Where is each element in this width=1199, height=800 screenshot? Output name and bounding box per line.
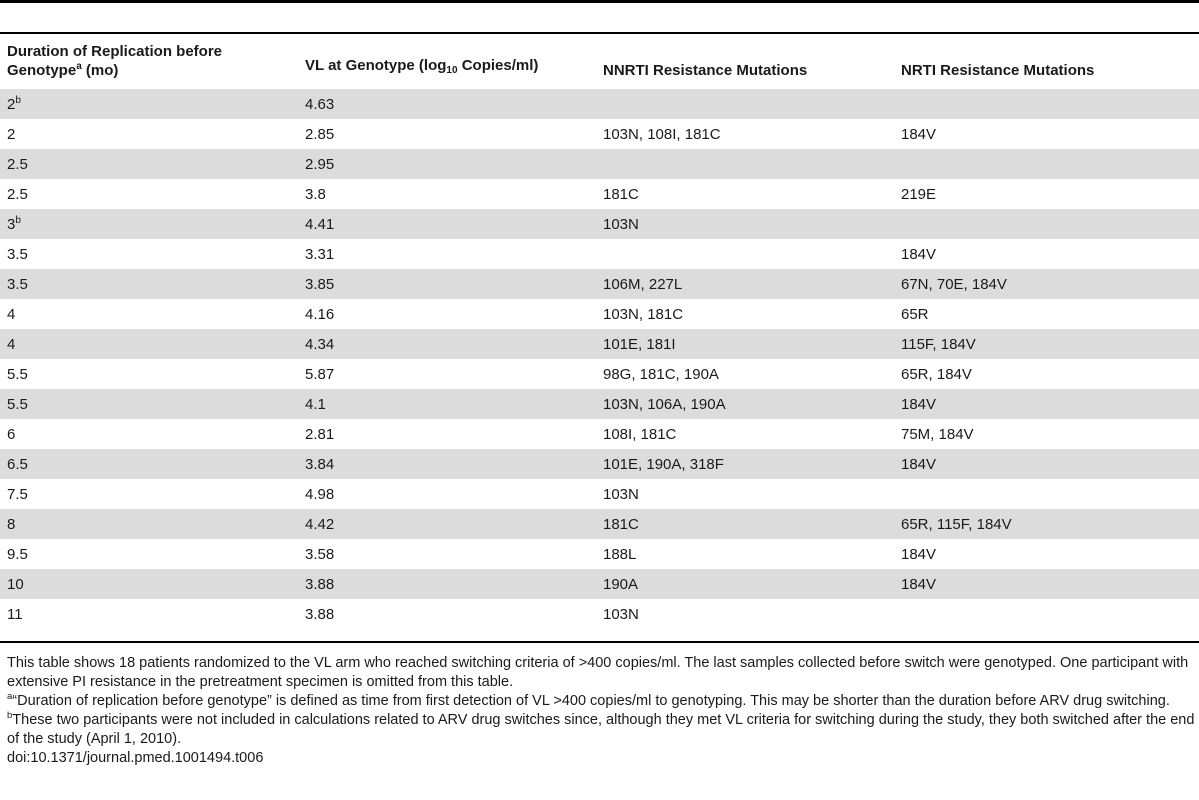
cell-duration — [0, 509, 298, 539]
cell-vl: 3.85 — [305, 275, 335, 293]
cell-duration-value: 10 — [7, 575, 24, 593]
cell-nnrti: 181C — [603, 515, 639, 533]
resistance-table — [0, 34, 1199, 629]
doi-line: doi:10.1371/journal.pmed.1001494.t006 — [7, 750, 264, 766]
cell-duration-value: 3.5 — [7, 275, 28, 293]
cell-duration-footnote-mark: b — [15, 94, 21, 106]
header-duration-text: Duration of Replication before Genotype — [7, 43, 223, 79]
table-body — [0, 89, 1199, 629]
cell-nnrti: 108I, 181C — [603, 425, 677, 443]
cell-duration — [0, 119, 298, 149]
cell-nrti — [894, 599, 1199, 629]
cell-nrti — [894, 479, 1199, 509]
cell-duration — [0, 149, 298, 179]
footnote-summary: This table shows 18 patients randomized to the VL arm who reached switching criteria of >400 copies/ml. The last samples collected before switch were genotyped. One participant with extensive PI resistance in the pretreatment specimen is omitted from this table. — [7, 655, 1189, 690]
cell-nrti: 184V — [901, 575, 937, 593]
cell-duration — [0, 269, 298, 299]
cell-duration-value: 7.5 — [7, 485, 28, 503]
cell-nnrti: 101E, 181I — [603, 335, 676, 353]
cell-duration-value: 8 — [7, 515, 16, 533]
table-row — [0, 509, 1199, 539]
table-footnotes — [7, 654, 1199, 768]
cell-duration — [0, 329, 298, 359]
cell-duration-value: 11 — [7, 605, 23, 623]
cell-duration — [0, 209, 298, 239]
header-vl — [298, 34, 596, 89]
footnote-b-text: These two participants were not included in calculations related to ARV drug switches since, although they met VL criteria for switching during the study, they both switched after the end of the study (April 1, 2010). — [7, 712, 1195, 747]
table-row — [0, 539, 1199, 569]
cell-duration-value: 3 — [7, 215, 16, 233]
cell-duration-value: 4 — [7, 305, 16, 323]
footnote-b-mark: b — [7, 710, 13, 721]
cell-nnrti: 103N — [603, 605, 639, 623]
cell-vl: 2.85 — [305, 125, 335, 143]
cell-duration — [0, 179, 298, 209]
cell-nrti: 184V — [901, 245, 937, 263]
table-row — [0, 269, 1199, 299]
cell-vl: 3.88 — [305, 605, 335, 623]
cell-vl: 4.98 — [305, 485, 335, 503]
cell-duration — [0, 449, 298, 479]
cell-nrti: 184V — [901, 545, 937, 563]
cell-duration-footnote-mark: b — [15, 214, 21, 226]
cell-nnrti — [596, 239, 894, 269]
table-row — [0, 479, 1199, 509]
cell-nnrti: 98G, 181C, 190A — [603, 365, 719, 383]
footnote-a-mark: a — [7, 691, 13, 702]
cell-duration — [0, 419, 298, 449]
cell-nnrti: 103N, 181C — [603, 305, 684, 323]
cell-nrti: 115F, 184V — [901, 335, 976, 353]
cell-nnrti: 101E, 190A, 318F — [603, 455, 724, 473]
cell-nrti: 65R — [901, 305, 929, 323]
cell-nrti — [894, 149, 1199, 179]
cell-nrti: 184V — [901, 455, 937, 473]
cell-vl: 2.95 — [305, 155, 335, 173]
table-row — [0, 329, 1199, 359]
cell-nnrti: 106M, 227L — [603, 275, 683, 293]
cell-nnrti: 103N — [603, 215, 639, 233]
table-row — [0, 359, 1199, 389]
cell-nnrti: 188L — [603, 545, 637, 563]
table-row — [0, 419, 1199, 449]
header-nnrti: NNRTI Resistance Mutations — [603, 62, 808, 79]
cell-nrti: 67N, 70E, 184V — [901, 275, 1007, 293]
cell-nnrti: 181C — [603, 185, 639, 203]
table-row — [0, 449, 1199, 479]
cell-duration — [0, 599, 298, 629]
header-nrti: NRTI Resistance Mutations — [901, 62, 1095, 79]
footnote-a — [7, 692, 1199, 711]
cell-nrti: 65R, 115F, 184V — [901, 515, 1012, 533]
table-row — [0, 299, 1199, 329]
table-row — [0, 389, 1199, 419]
table-row — [0, 209, 1199, 239]
cell-duration-value: 6 — [7, 425, 16, 443]
header-vl-suffix: Copies/ml) — [457, 57, 539, 74]
cell-vl: 4.41 — [305, 215, 335, 233]
cell-duration — [0, 569, 298, 599]
cell-nnrti — [596, 149, 894, 179]
footnote-a-text: “Duration of replication before genotype” is defined as time from first detection of VL >400 copies/ml to genotyping. This may be shorter than the duration before ARV drug switching. — [12, 693, 1170, 709]
cell-nnrti: 103N, 108I, 181C — [603, 125, 721, 143]
cell-duration-value: 5.5 — [7, 365, 28, 383]
table-row — [0, 119, 1199, 149]
table-header-row — [0, 34, 1199, 89]
cell-duration — [0, 89, 298, 119]
cell-duration-value: 4 — [7, 335, 16, 353]
table-row — [0, 569, 1199, 599]
cell-nnrti: 190A — [603, 575, 639, 593]
cell-vl: 3.84 — [305, 455, 335, 473]
cell-vl: 3.58 — [305, 545, 335, 563]
table-row — [0, 239, 1199, 269]
header-duration-unit: (mo) — [81, 62, 119, 79]
cell-nrti: 184V — [901, 395, 937, 413]
cell-vl: 4.16 — [305, 305, 335, 323]
cell-duration-value: 3.5 — [7, 245, 28, 263]
cell-nrti: 65R, 184V — [901, 365, 972, 383]
table-row — [0, 599, 1199, 629]
footnote-b — [7, 711, 1199, 749]
table-bottom-rule — [0, 641, 1199, 643]
cell-duration — [0, 299, 298, 329]
cell-nnrti — [596, 89, 894, 119]
cell-duration-value: 2 — [7, 95, 16, 113]
cell-vl: 3.31 — [305, 245, 335, 263]
cell-nrti — [894, 209, 1199, 239]
table-row — [0, 89, 1199, 119]
cell-vl: 3.8 — [305, 185, 326, 203]
cell-vl: 5.87 — [305, 365, 335, 383]
cell-vl: 4.1 — [305, 395, 326, 413]
cell-vl: 3.88 — [305, 575, 335, 593]
cell-duration — [0, 539, 298, 569]
cell-duration — [0, 479, 298, 509]
cell-vl: 4.42 — [305, 515, 335, 533]
cell-duration-value: 6.5 — [7, 455, 28, 473]
cell-duration — [0, 389, 298, 419]
header-vl-prefix: VL at Genotype (log — [305, 57, 447, 74]
cell-duration-value: 2.5 — [7, 185, 28, 203]
cell-duration-value: 2.5 — [7, 155, 28, 173]
cell-duration — [0, 359, 298, 389]
cell-duration-value: 2 — [7, 125, 16, 143]
cell-vl: 2.81 — [305, 425, 335, 443]
cell-vl: 4.34 — [305, 335, 335, 353]
cell-nnrti: 103N — [603, 485, 639, 503]
cell-nrti: 184V — [901, 125, 937, 143]
header-duration — [0, 34, 298, 89]
header-duration-footnote-mark: a — [76, 61, 82, 72]
cell-nnrti: 103N, 106A, 190A — [603, 395, 726, 413]
cell-duration — [0, 239, 298, 269]
cell-vl: 4.63 — [305, 95, 335, 113]
table-row — [0, 149, 1199, 179]
cell-nrti: 75M, 184V — [901, 425, 974, 443]
table-top-rule — [0, 0, 1199, 3]
cell-duration-value: 5.5 — [7, 395, 28, 413]
cell-duration-value: 9.5 — [7, 545, 28, 563]
header-vl-subscript: 10 — [446, 65, 458, 76]
table-row — [0, 179, 1199, 209]
cell-nrti: 219E — [901, 185, 937, 203]
cell-nrti — [894, 89, 1199, 119]
